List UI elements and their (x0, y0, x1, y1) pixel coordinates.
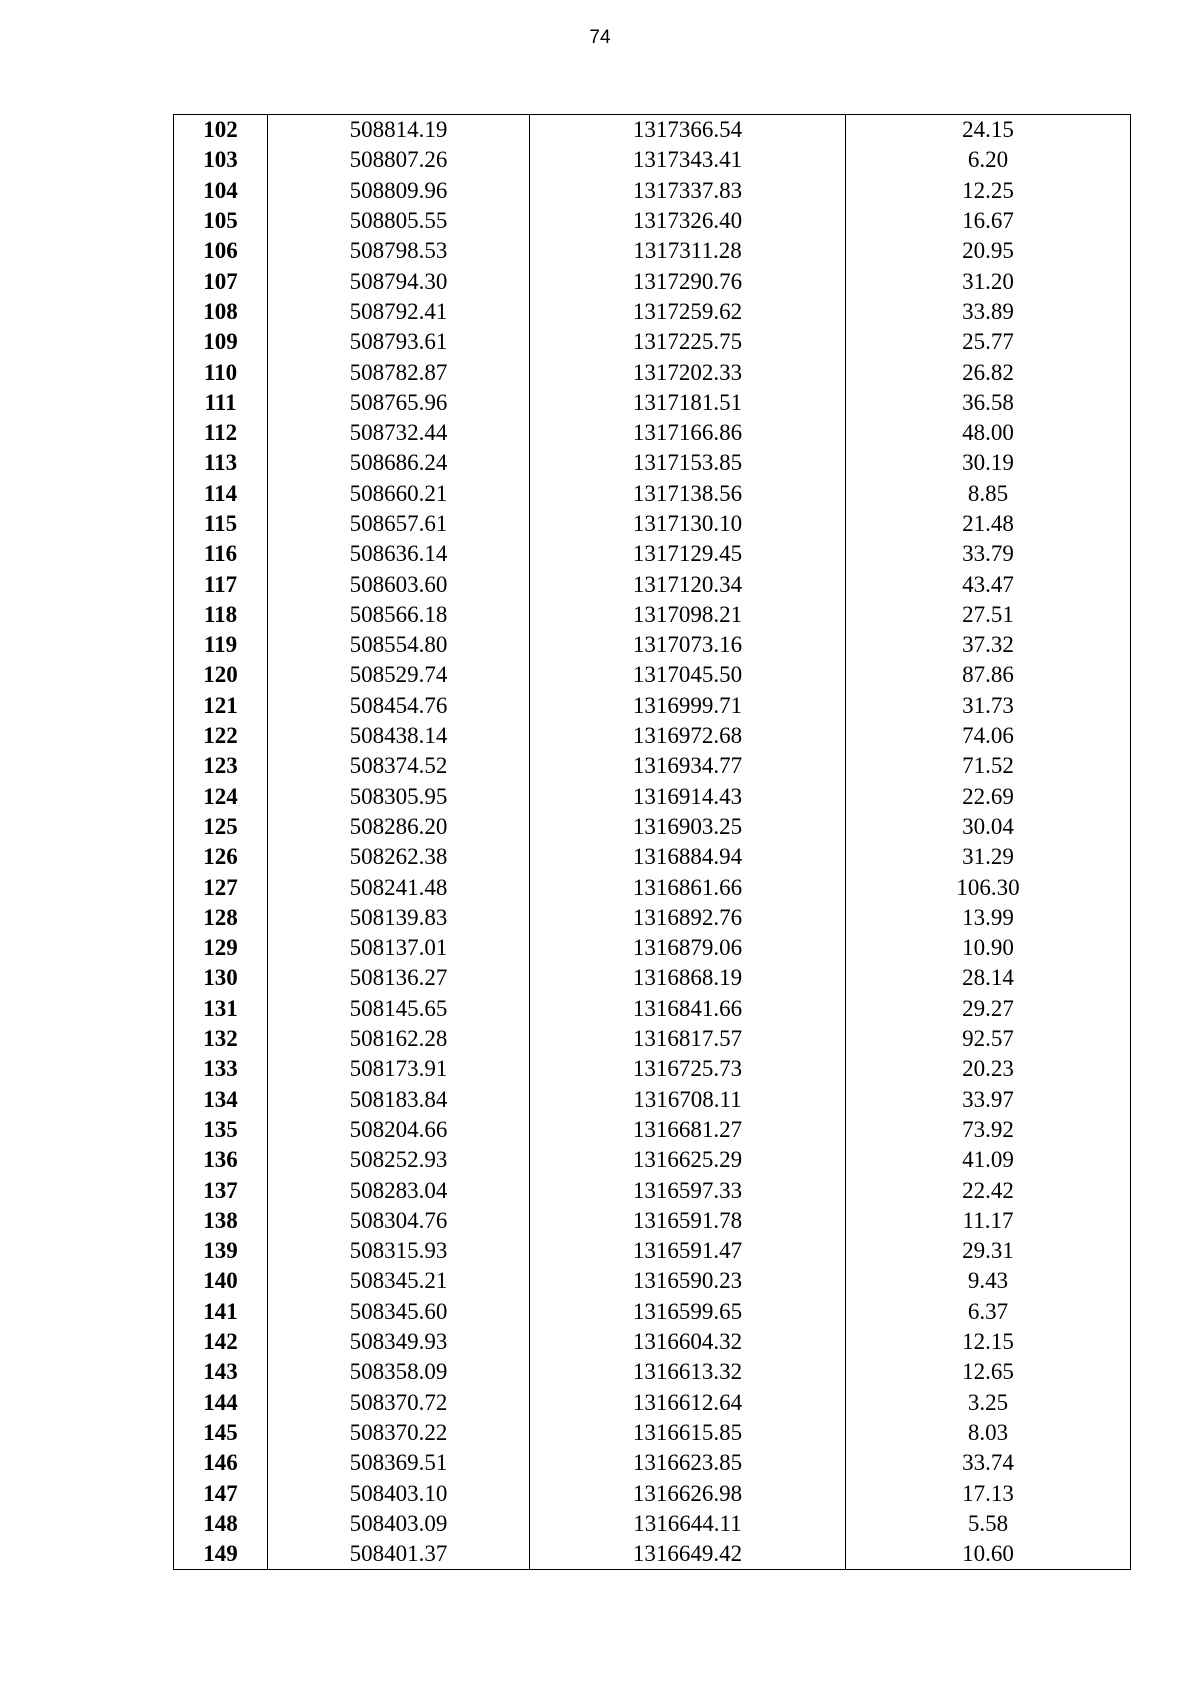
point-number-cell: 108 (174, 297, 268, 327)
y-coordinate-cell: 1316817.57 (530, 1024, 846, 1054)
table-row (174, 1297, 1131, 1327)
table-row (174, 266, 1131, 296)
x-coordinate-cell: 508370.72 (268, 1387, 530, 1417)
y-coordinate-cell: 1316934.77 (530, 751, 846, 781)
point-number-cell: 107 (174, 266, 268, 296)
distance-cell: 25.77 (846, 327, 1131, 357)
point-number-cell: 124 (174, 782, 268, 812)
table-row (174, 933, 1131, 963)
point-number-cell: 114 (174, 479, 268, 509)
y-coordinate-cell: 1316612.64 (530, 1387, 846, 1417)
y-coordinate-cell: 1316599.65 (530, 1297, 846, 1327)
point-number-cell: 118 (174, 600, 268, 630)
x-coordinate-cell: 508304.76 (268, 1206, 530, 1236)
y-coordinate-cell: 1317311.28 (530, 236, 846, 266)
coordinates-table (173, 114, 1131, 1570)
distance-cell: 31.20 (846, 266, 1131, 296)
x-coordinate-cell: 508814.19 (268, 115, 530, 146)
y-coordinate-cell: 1316841.66 (530, 994, 846, 1024)
x-coordinate-cell: 508305.95 (268, 782, 530, 812)
x-coordinate-cell: 508403.09 (268, 1509, 530, 1539)
x-coordinate-cell: 508183.84 (268, 1085, 530, 1115)
distance-cell: 74.06 (846, 721, 1131, 751)
x-coordinate-cell: 508283.04 (268, 1175, 530, 1205)
x-coordinate-cell: 508636.14 (268, 539, 530, 569)
point-number-cell: 130 (174, 963, 268, 993)
distance-cell: 29.27 (846, 994, 1131, 1024)
x-coordinate-cell: 508162.28 (268, 1024, 530, 1054)
table-row (174, 994, 1131, 1024)
table-row (174, 297, 1131, 327)
table-row (174, 418, 1131, 448)
point-number-cell: 102 (174, 115, 268, 146)
point-number-cell: 127 (174, 872, 268, 902)
distance-cell: 73.92 (846, 1115, 1131, 1145)
y-coordinate-cell: 1317366.54 (530, 115, 846, 146)
table-row (174, 1266, 1131, 1296)
distance-cell: 12.65 (846, 1357, 1131, 1387)
table-row (174, 1236, 1131, 1266)
distance-cell: 17.13 (846, 1478, 1131, 1508)
y-coordinate-cell: 1317130.10 (530, 509, 846, 539)
x-coordinate-cell: 508136.27 (268, 963, 530, 993)
table-row (174, 1145, 1131, 1175)
point-number-cell: 109 (174, 327, 268, 357)
y-coordinate-cell: 1316708.11 (530, 1085, 846, 1115)
distance-cell: 8.03 (846, 1418, 1131, 1448)
x-coordinate-cell: 508529.74 (268, 660, 530, 690)
table-row (174, 1115, 1131, 1145)
point-number-cell: 149 (174, 1539, 268, 1570)
x-coordinate-cell: 508369.51 (268, 1448, 530, 1478)
point-number-cell: 134 (174, 1085, 268, 1115)
x-coordinate-cell: 508204.66 (268, 1115, 530, 1145)
distance-cell: 6.20 (846, 145, 1131, 175)
point-number-cell: 139 (174, 1236, 268, 1266)
table-row (174, 751, 1131, 781)
x-coordinate-cell: 508262.38 (268, 842, 530, 872)
y-coordinate-cell: 1316884.94 (530, 842, 846, 872)
point-number-cell: 112 (174, 418, 268, 448)
distance-cell: 20.23 (846, 1054, 1131, 1084)
point-number-cell: 116 (174, 539, 268, 569)
table-row (174, 660, 1131, 690)
x-coordinate-cell: 508792.41 (268, 297, 530, 327)
point-number-cell: 145 (174, 1418, 268, 1448)
table-row (174, 691, 1131, 721)
x-coordinate-cell: 508603.60 (268, 569, 530, 599)
y-coordinate-cell: 1316625.29 (530, 1145, 846, 1175)
point-number-cell: 135 (174, 1115, 268, 1145)
y-coordinate-cell: 1316597.33 (530, 1175, 846, 1205)
x-coordinate-cell: 508145.65 (268, 994, 530, 1024)
point-number-cell: 142 (174, 1327, 268, 1357)
y-coordinate-cell: 1317225.75 (530, 327, 846, 357)
point-number-cell: 117 (174, 569, 268, 599)
x-coordinate-cell: 508173.91 (268, 1054, 530, 1084)
table-row (174, 842, 1131, 872)
y-coordinate-cell: 1316615.85 (530, 1418, 846, 1448)
x-coordinate-cell: 508793.61 (268, 327, 530, 357)
distance-cell: 26.82 (846, 357, 1131, 387)
distance-cell: 8.85 (846, 479, 1131, 509)
point-number-cell: 122 (174, 721, 268, 751)
y-coordinate-cell: 1316626.98 (530, 1478, 846, 1508)
x-coordinate-cell: 508315.93 (268, 1236, 530, 1266)
x-coordinate-cell: 508554.80 (268, 630, 530, 660)
x-coordinate-cell: 508805.55 (268, 206, 530, 236)
distance-cell: 9.43 (846, 1266, 1131, 1296)
page-number: 74 (589, 27, 611, 48)
distance-cell: 11.17 (846, 1206, 1131, 1236)
point-number-cell: 138 (174, 1206, 268, 1236)
point-number-cell: 144 (174, 1387, 268, 1417)
x-coordinate-cell: 508798.53 (268, 236, 530, 266)
distance-cell: 31.29 (846, 842, 1131, 872)
x-coordinate-cell: 508286.20 (268, 812, 530, 842)
y-coordinate-cell: 1316649.42 (530, 1539, 846, 1570)
point-number-cell: 120 (174, 660, 268, 690)
point-number-cell: 136 (174, 1145, 268, 1175)
y-coordinate-cell: 1317129.45 (530, 539, 846, 569)
table-row (174, 145, 1131, 175)
distance-cell: 36.58 (846, 388, 1131, 418)
table-row (174, 1085, 1131, 1115)
y-coordinate-cell: 1317326.40 (530, 206, 846, 236)
y-coordinate-cell: 1316972.68 (530, 721, 846, 751)
x-coordinate-cell: 508137.01 (268, 933, 530, 963)
y-coordinate-cell: 1316681.27 (530, 1115, 846, 1145)
point-number-cell: 119 (174, 630, 268, 660)
point-number-cell: 121 (174, 691, 268, 721)
distance-cell: 10.90 (846, 933, 1131, 963)
point-number-cell: 148 (174, 1509, 268, 1539)
point-number-cell: 132 (174, 1024, 268, 1054)
point-number-cell: 103 (174, 145, 268, 175)
x-coordinate-cell: 508252.93 (268, 1145, 530, 1175)
distance-cell: 13.99 (846, 903, 1131, 933)
x-coordinate-cell: 508566.18 (268, 600, 530, 630)
x-coordinate-cell: 508782.87 (268, 357, 530, 387)
y-coordinate-cell: 1317120.34 (530, 569, 846, 599)
table-row (174, 388, 1131, 418)
distance-cell: 20.95 (846, 236, 1131, 266)
table-row (174, 1387, 1131, 1417)
x-coordinate-cell: 508686.24 (268, 448, 530, 478)
distance-cell: 16.67 (846, 206, 1131, 236)
distance-cell: 48.00 (846, 418, 1131, 448)
y-coordinate-cell: 1317045.50 (530, 660, 846, 690)
point-number-cell: 113 (174, 448, 268, 478)
distance-cell: 12.25 (846, 176, 1131, 206)
x-coordinate-cell: 508794.30 (268, 266, 530, 296)
x-coordinate-cell: 508370.22 (268, 1418, 530, 1448)
distance-cell: 31.73 (846, 691, 1131, 721)
y-coordinate-cell: 1317138.56 (530, 479, 846, 509)
y-coordinate-cell: 1316861.66 (530, 872, 846, 902)
x-coordinate-cell: 508809.96 (268, 176, 530, 206)
table-row (174, 479, 1131, 509)
distance-cell: 33.74 (846, 1448, 1131, 1478)
x-coordinate-cell: 508349.93 (268, 1327, 530, 1357)
y-coordinate-cell: 1316590.23 (530, 1266, 846, 1296)
distance-cell: 30.19 (846, 448, 1131, 478)
table-row (174, 1175, 1131, 1205)
distance-cell: 33.89 (846, 297, 1131, 327)
y-coordinate-cell: 1317153.85 (530, 448, 846, 478)
table-row (174, 963, 1131, 993)
distance-cell: 27.51 (846, 600, 1131, 630)
distance-cell: 22.69 (846, 782, 1131, 812)
table-row (174, 1024, 1131, 1054)
y-coordinate-cell: 1316999.71 (530, 691, 846, 721)
point-number-cell: 111 (174, 388, 268, 418)
point-number-cell: 146 (174, 1448, 268, 1478)
distance-cell: 3.25 (846, 1387, 1131, 1417)
y-coordinate-cell: 1317290.76 (530, 266, 846, 296)
x-coordinate-cell: 508660.21 (268, 479, 530, 509)
point-number-cell: 125 (174, 812, 268, 842)
distance-cell: 21.48 (846, 509, 1131, 539)
table-row (174, 1357, 1131, 1387)
table-row (174, 721, 1131, 751)
distance-cell: 87.86 (846, 660, 1131, 690)
x-coordinate-cell: 508358.09 (268, 1357, 530, 1387)
coordinates-table-body (174, 115, 1131, 1570)
y-coordinate-cell: 1316892.76 (530, 903, 846, 933)
x-coordinate-cell: 508732.44 (268, 418, 530, 448)
y-coordinate-cell: 1316591.47 (530, 1236, 846, 1266)
point-number-cell: 143 (174, 1357, 268, 1387)
table-row (174, 206, 1131, 236)
x-coordinate-cell: 508438.14 (268, 721, 530, 751)
point-number-cell: 128 (174, 903, 268, 933)
table-row (174, 1448, 1131, 1478)
table-row (174, 115, 1131, 146)
table-row (174, 812, 1131, 842)
point-number-cell: 137 (174, 1175, 268, 1205)
y-coordinate-cell: 1316644.11 (530, 1509, 846, 1539)
distance-cell: 71.52 (846, 751, 1131, 781)
distance-cell: 92.57 (846, 1024, 1131, 1054)
y-coordinate-cell: 1317259.62 (530, 297, 846, 327)
distance-cell: 10.60 (846, 1539, 1131, 1570)
table-row (174, 1327, 1131, 1357)
x-coordinate-cell: 508454.76 (268, 691, 530, 721)
table-row (174, 509, 1131, 539)
distance-cell: 12.15 (846, 1327, 1131, 1357)
distance-cell: 28.14 (846, 963, 1131, 993)
table-row (174, 357, 1131, 387)
distance-cell: 5.58 (846, 1509, 1131, 1539)
point-number-cell: 104 (174, 176, 268, 206)
point-number-cell: 123 (174, 751, 268, 781)
table-row (174, 782, 1131, 812)
x-coordinate-cell: 508403.10 (268, 1478, 530, 1508)
table-row (174, 630, 1131, 660)
point-number-cell: 105 (174, 206, 268, 236)
distance-cell: 24.15 (846, 115, 1131, 146)
y-coordinate-cell: 1317098.21 (530, 600, 846, 630)
x-coordinate-cell: 508657.61 (268, 509, 530, 539)
table-row (174, 600, 1131, 630)
distance-cell: 29.31 (846, 1236, 1131, 1266)
table-row (174, 1418, 1131, 1448)
distance-cell: 6.37 (846, 1297, 1131, 1327)
point-number-cell: 147 (174, 1478, 268, 1508)
table-row (174, 1539, 1131, 1570)
distance-cell: 41.09 (846, 1145, 1131, 1175)
point-number-cell: 133 (174, 1054, 268, 1084)
y-coordinate-cell: 1316903.25 (530, 812, 846, 842)
table-row (174, 176, 1131, 206)
y-coordinate-cell: 1316604.32 (530, 1327, 846, 1357)
distance-cell: 22.42 (846, 1175, 1131, 1205)
y-coordinate-cell: 1316591.78 (530, 1206, 846, 1236)
y-coordinate-cell: 1316725.73 (530, 1054, 846, 1084)
y-coordinate-cell: 1317202.33 (530, 357, 846, 387)
table-row (174, 1206, 1131, 1236)
x-coordinate-cell: 508374.52 (268, 751, 530, 781)
y-coordinate-cell: 1317073.16 (530, 630, 846, 660)
point-number-cell: 129 (174, 933, 268, 963)
y-coordinate-cell: 1316868.19 (530, 963, 846, 993)
y-coordinate-cell: 1316879.06 (530, 933, 846, 963)
y-coordinate-cell: 1317343.41 (530, 145, 846, 175)
table-row (174, 872, 1131, 902)
y-coordinate-cell: 1317181.51 (530, 388, 846, 418)
point-number-cell: 106 (174, 236, 268, 266)
distance-cell: 43.47 (846, 569, 1131, 599)
x-coordinate-cell: 508807.26 (268, 145, 530, 175)
y-coordinate-cell: 1316623.85 (530, 1448, 846, 1478)
distance-cell: 33.79 (846, 539, 1131, 569)
table-row (174, 1478, 1131, 1508)
point-number-cell: 141 (174, 1297, 268, 1327)
y-coordinate-cell: 1316613.32 (530, 1357, 846, 1387)
y-coordinate-cell: 1316914.43 (530, 782, 846, 812)
table-row (174, 448, 1131, 478)
y-coordinate-cell: 1317337.83 (530, 176, 846, 206)
point-number-cell: 131 (174, 994, 268, 1024)
distance-cell: 30.04 (846, 812, 1131, 842)
distance-cell: 37.32 (846, 630, 1131, 660)
x-coordinate-cell: 508241.48 (268, 872, 530, 902)
table-row (174, 903, 1131, 933)
x-coordinate-cell: 508765.96 (268, 388, 530, 418)
x-coordinate-cell: 508345.60 (268, 1297, 530, 1327)
point-number-cell: 126 (174, 842, 268, 872)
point-number-cell: 140 (174, 1266, 268, 1296)
distance-cell: 106.30 (846, 872, 1131, 902)
x-coordinate-cell: 508345.21 (268, 1266, 530, 1296)
point-number-cell: 110 (174, 357, 268, 387)
table-row (174, 236, 1131, 266)
table-row (174, 327, 1131, 357)
x-coordinate-cell: 508139.83 (268, 903, 530, 933)
table-row (174, 1054, 1131, 1084)
y-coordinate-cell: 1317166.86 (530, 418, 846, 448)
point-number-cell: 115 (174, 509, 268, 539)
distance-cell: 33.97 (846, 1085, 1131, 1115)
x-coordinate-cell: 508401.37 (268, 1539, 530, 1570)
table-row (174, 539, 1131, 569)
table-row (174, 1509, 1131, 1539)
table-row (174, 569, 1131, 599)
